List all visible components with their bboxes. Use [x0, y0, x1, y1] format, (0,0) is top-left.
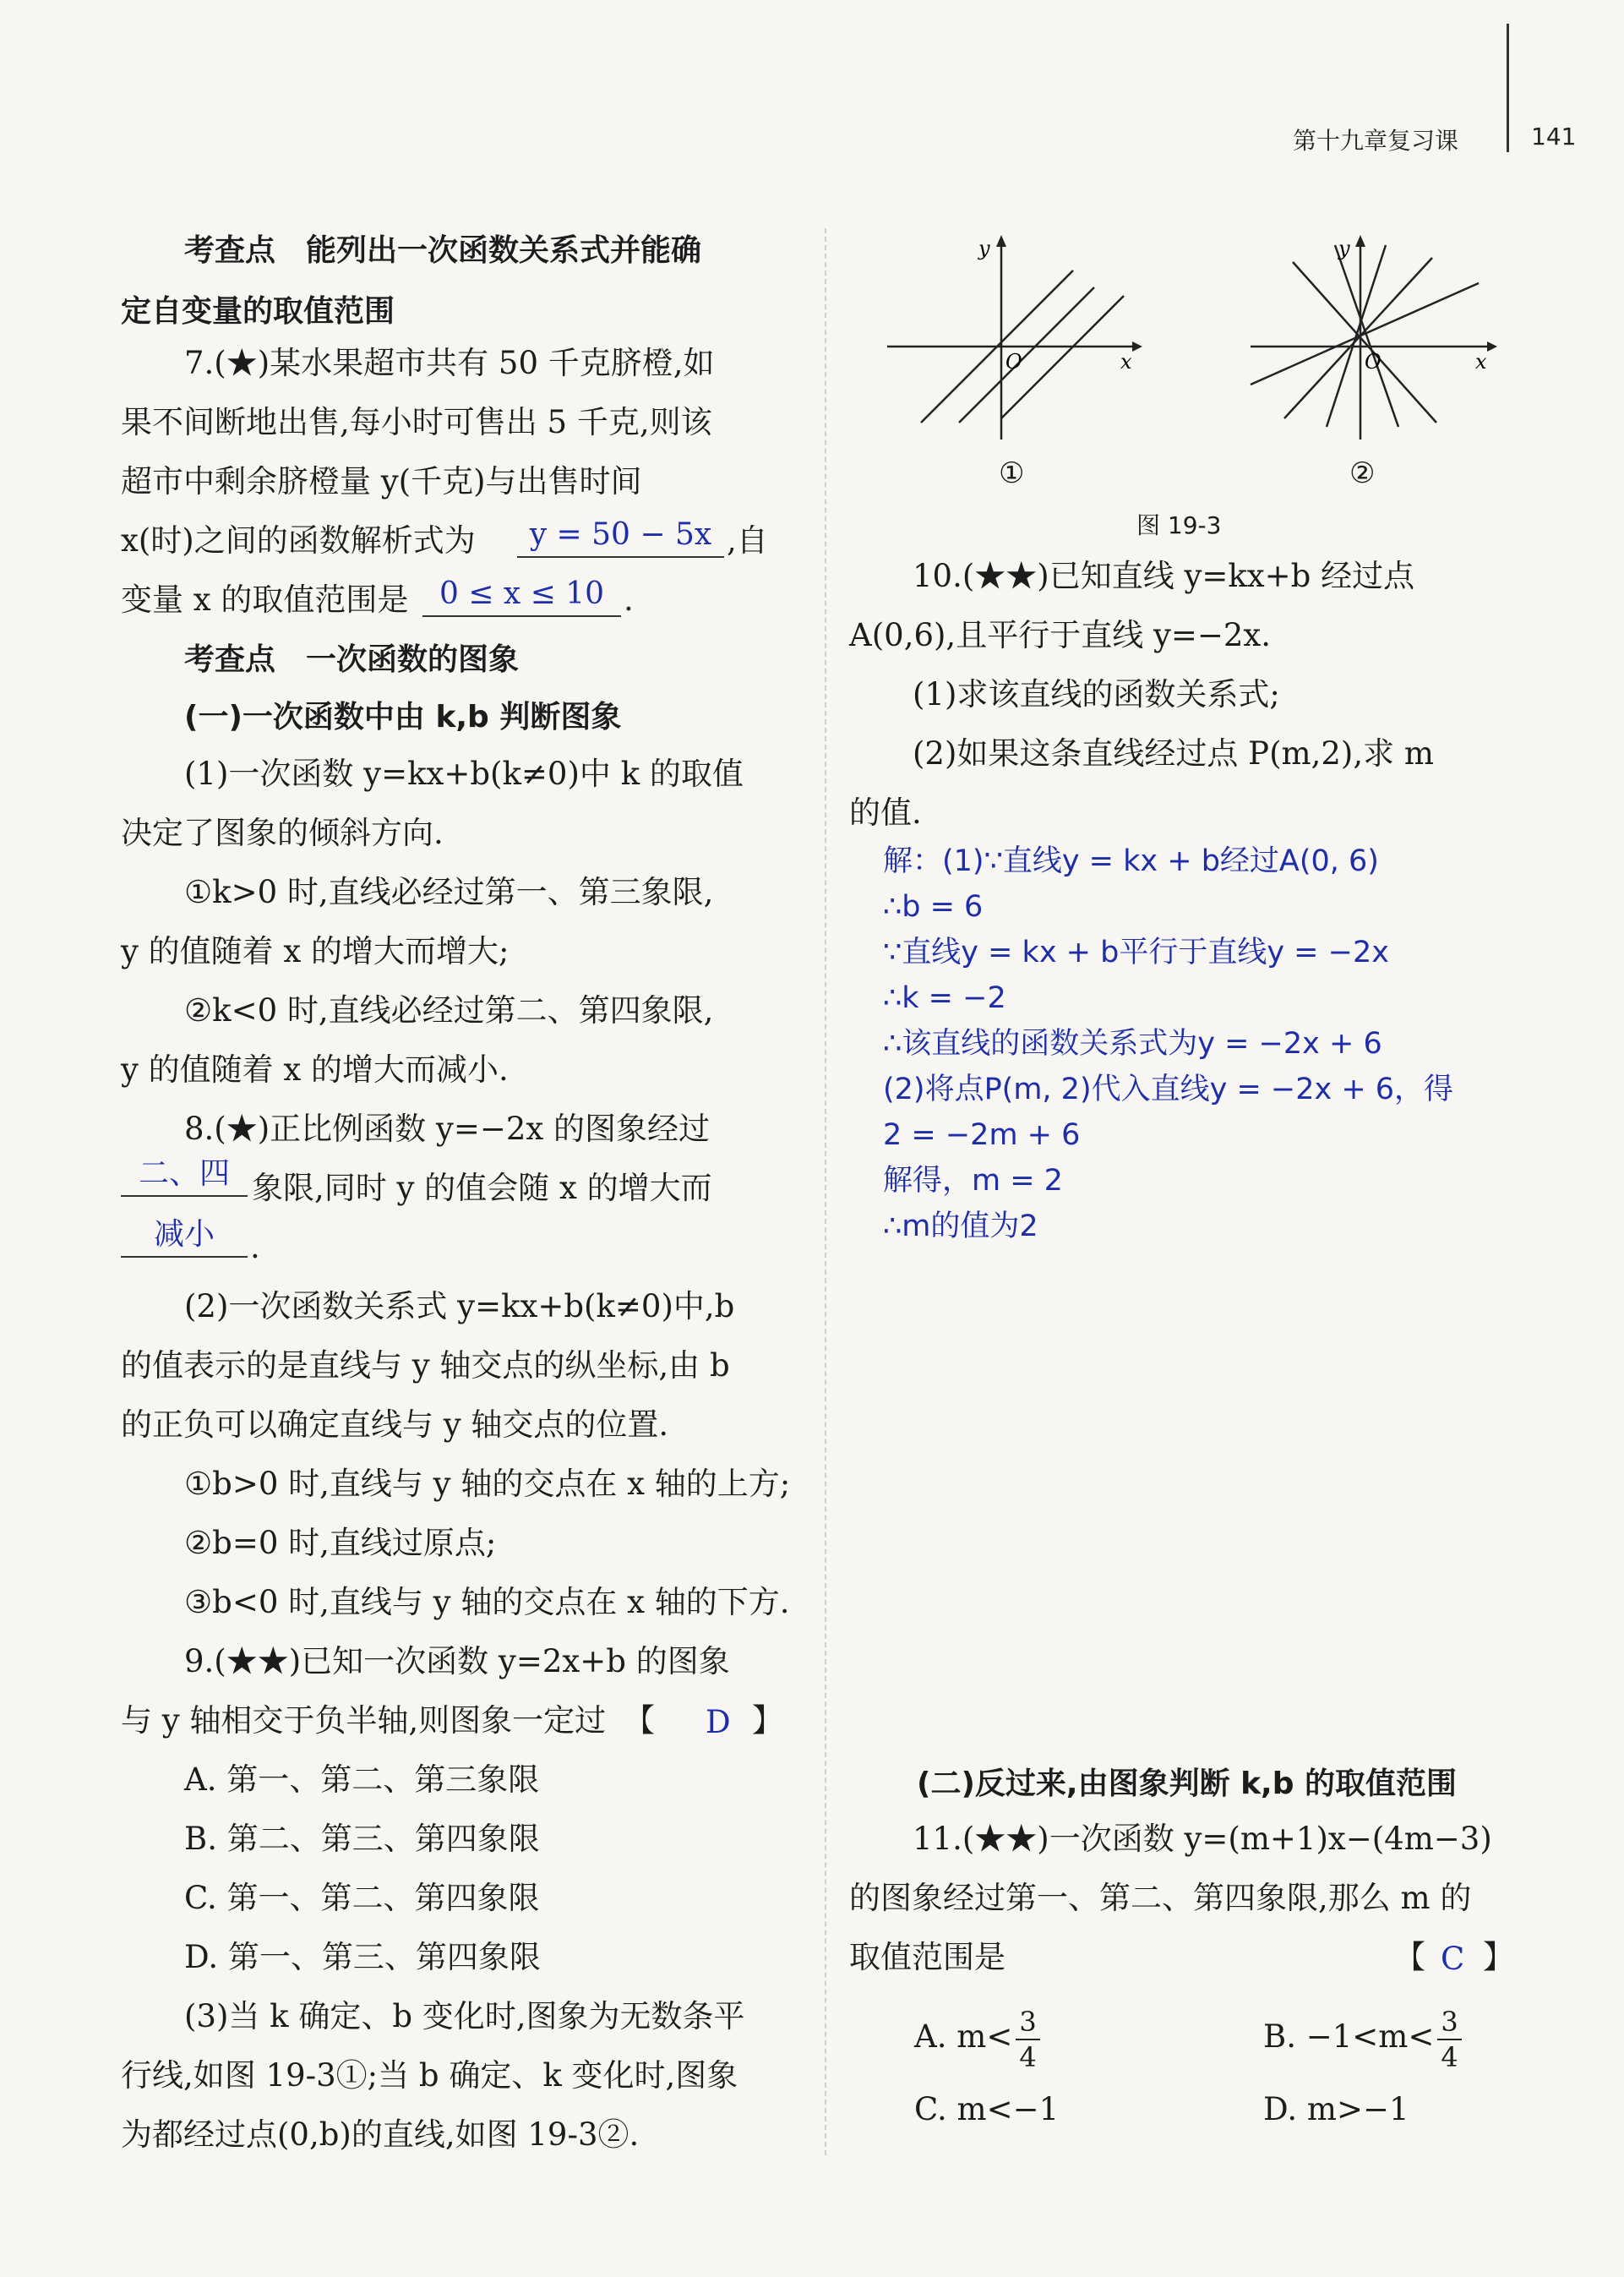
para-1a: (1)一次函数 y=kx+b(k≠0)中 k 的取值	[184, 756, 744, 792]
para-4a: (2)一次函数关系式 y=kx+b(k≠0)中,b	[184, 1288, 735, 1324]
q9-option-d: D. 第一、第三、第四象限	[184, 1939, 541, 1975]
solution-line-1: 解：(1)∵直线y = kx + b经过A(0, 6)	[883, 844, 1379, 878]
q7-answer-range: 0 ≤ x ≤ 10	[422, 573, 621, 617]
figure-label-1: ①	[999, 456, 1025, 490]
q11-bracket-close: 】	[1483, 1939, 1514, 1975]
figure-label-2: ②	[1349, 456, 1376, 490]
solution-line-6: (2)将点P(m, 2)代入直线y = −2x + 6，得	[883, 1073, 1454, 1106]
q8-line3: .	[250, 1229, 260, 1265]
solution-line-3: ∵直线y = kx + b平行于直线y = −2x	[883, 936, 1389, 969]
solution-line-9: ∴m的值为2	[883, 1209, 1038, 1243]
q11-option-b: B. −1<m< $\frac{3}{4}$	[1263, 1996, 1462, 2078]
q7-line3: 超市中剩余脐橙量 y(千克)与出售时间	[121, 463, 642, 500]
page-number: 141	[1531, 123, 1577, 150]
para-3a: ②k<0 时,直线必经过第二、第四象限,	[184, 992, 714, 1029]
figure-19-3-graph-1	[879, 228, 1149, 448]
q9-bracket-close: 】	[752, 1702, 783, 1739]
para-4b: 的值表示的是直线与 y 轴交点的纵坐标,由 b	[121, 1347, 730, 1384]
y-axis-arrow	[996, 235, 1006, 247]
q7-line1: 7.(★)某水果超市共有 50 千克脐橙,如	[184, 345, 715, 381]
solution-line-5: ∴该直线的函数关系式为y = −2x + 6	[883, 1027, 1382, 1061]
origin-label: O	[1005, 350, 1022, 374]
q10-line2: A(0,6),且平行于直线 y=−2x.	[849, 617, 1272, 653]
x-axis-arrow	[1132, 341, 1142, 352]
q10-part2a: (2)如果这条直线经过点 P(m,2),求 m	[913, 735, 1434, 772]
y-axis-arrow	[1355, 235, 1365, 247]
q11-option-c: C. m<−1	[914, 2091, 1060, 2127]
para-5: ①b>0 时,直线与 y 轴的交点在 x 轴的上方;	[184, 1466, 791, 1502]
parallel-line-2	[959, 287, 1094, 423]
heading-key-point-1: 考查点 能列出一次函数关系式并能确	[184, 233, 702, 268]
q9-option-c: C. 第一、第二、第四象限	[184, 1880, 540, 1916]
q9-line2: 与 y 轴相交于负半轴,则图象一定过	[121, 1702, 607, 1739]
solution-line-8: 解得，m = 2	[883, 1164, 1063, 1198]
x-axis-label: x	[1120, 350, 1132, 374]
q11-option-d: D. m>−1	[1263, 2091, 1409, 2127]
chapter-title: 第十九章复习课	[1293, 127, 1459, 155]
concurrent-line-2	[1335, 245, 1398, 427]
figure-19-3-graph-2	[1242, 228, 1512, 448]
x-axis-arrow	[1487, 341, 1497, 352]
y-axis-label: y	[1338, 237, 1350, 260]
column-divider	[825, 228, 826, 2155]
figure-caption: 图 19-3	[1136, 511, 1222, 539]
origin-label: O	[1365, 350, 1381, 374]
concurrent-line-1	[1293, 262, 1436, 423]
para-7: ③b<0 时,直线与 y 轴的交点在 x 轴的下方.	[184, 1584, 790, 1620]
q11-option-a: A. m< $\frac{3}{4}$	[914, 1996, 1040, 2078]
header-divider	[1507, 24, 1509, 152]
q7-line4a: x(时)之间的函数解析式为	[121, 522, 476, 559]
q10-part2b: 的值.	[849, 794, 922, 831]
q11-line3: 取值范围是	[849, 1939, 1005, 1975]
solution-line-4: ∴k = −2	[883, 981, 1006, 1015]
concurrent-line-3	[1327, 245, 1386, 427]
q11-line2: 的图象经过第一、第二、第四象限,那么 m 的	[849, 1880, 1472, 1916]
heading-key-point-1-cont: 定自变量的取值范围	[121, 294, 395, 329]
para-6: ②b=0 时,直线过原点;	[184, 1525, 497, 1561]
q9-option-b: B. 第二、第三、第四象限	[184, 1821, 540, 1857]
q10-part1: (1)求该直线的函数关系式;	[913, 676, 1280, 713]
para-2b: y 的值随着 x 的增大而增大;	[121, 933, 510, 969]
para-4c: 的正负可以确定直线与 y 轴交点的位置.	[121, 1406, 669, 1443]
q7-line5b: .	[624, 582, 634, 618]
para-8b: 行线,如图 19-3①;当 b 确定、k 变化时,图象	[121, 2057, 738, 2094]
q8-answer-quadrants: 二、四	[121, 1153, 248, 1197]
subheading-1: (一)一次函数中由 k,b 判断图象	[184, 700, 622, 734]
q7-line5a: 变量 x 的取值范围是	[121, 582, 409, 618]
q9-answer: D	[706, 1704, 731, 1740]
solution-line-7: 2 = −2m + 6	[883, 1118, 1081, 1152]
subheading-2: (二)反过来,由图象判断 k,b 的取值范围	[917, 1766, 1458, 1801]
q9-option-a: A. 第一、第二、第三象限	[184, 1761, 540, 1798]
para-2a: ①k>0 时,直线必经过第一、第三象限,	[184, 874, 714, 910]
q8-answer-trend: 减小	[121, 1214, 248, 1258]
heading-key-point-2: 考查点 一次函数的图象	[184, 642, 520, 677]
q10-line1: 10.(★★)已知直线 y=kx+b 经过点	[913, 558, 1415, 594]
para-1b: 决定了图象的倾斜方向.	[121, 815, 444, 851]
q7-line4b: ,自	[727, 522, 768, 559]
q9-bracket-open: 【	[624, 1702, 655, 1739]
y-axis-label: y	[978, 237, 990, 260]
solution-line-2: ∴b = 6	[883, 890, 984, 924]
q8-line1: 8.(★)正比例函数 y=−2x 的图象经过	[184, 1111, 711, 1147]
q7-line2: 果不间断地出售,每小时可售出 5 千克,则该	[121, 404, 712, 440]
para-8a: (3)当 k 确定、b 变化时,图象为无数条平	[184, 1998, 745, 2034]
q7-answer-function: y = 50 − 5x	[517, 514, 724, 558]
x-axis-label: x	[1475, 350, 1487, 374]
para-8c: 为都经过点(0,b)的直线,如图 19-3②.	[121, 2116, 640, 2153]
q11-answer: C	[1441, 1941, 1465, 1977]
q11-line1: 11.(★★)一次函数 y=(m+1)x−(4m−3)	[913, 1821, 1492, 1857]
q8-line2: 象限,同时 y 的值会随 x 的增大而	[252, 1170, 712, 1206]
para-3b: y 的值随着 x 的增大而减小.	[121, 1051, 509, 1088]
q9-line1: 9.(★★)已知一次函数 y=2x+b 的图象	[184, 1643, 730, 1679]
q11-bracket-open: 【	[1394, 1939, 1425, 1975]
